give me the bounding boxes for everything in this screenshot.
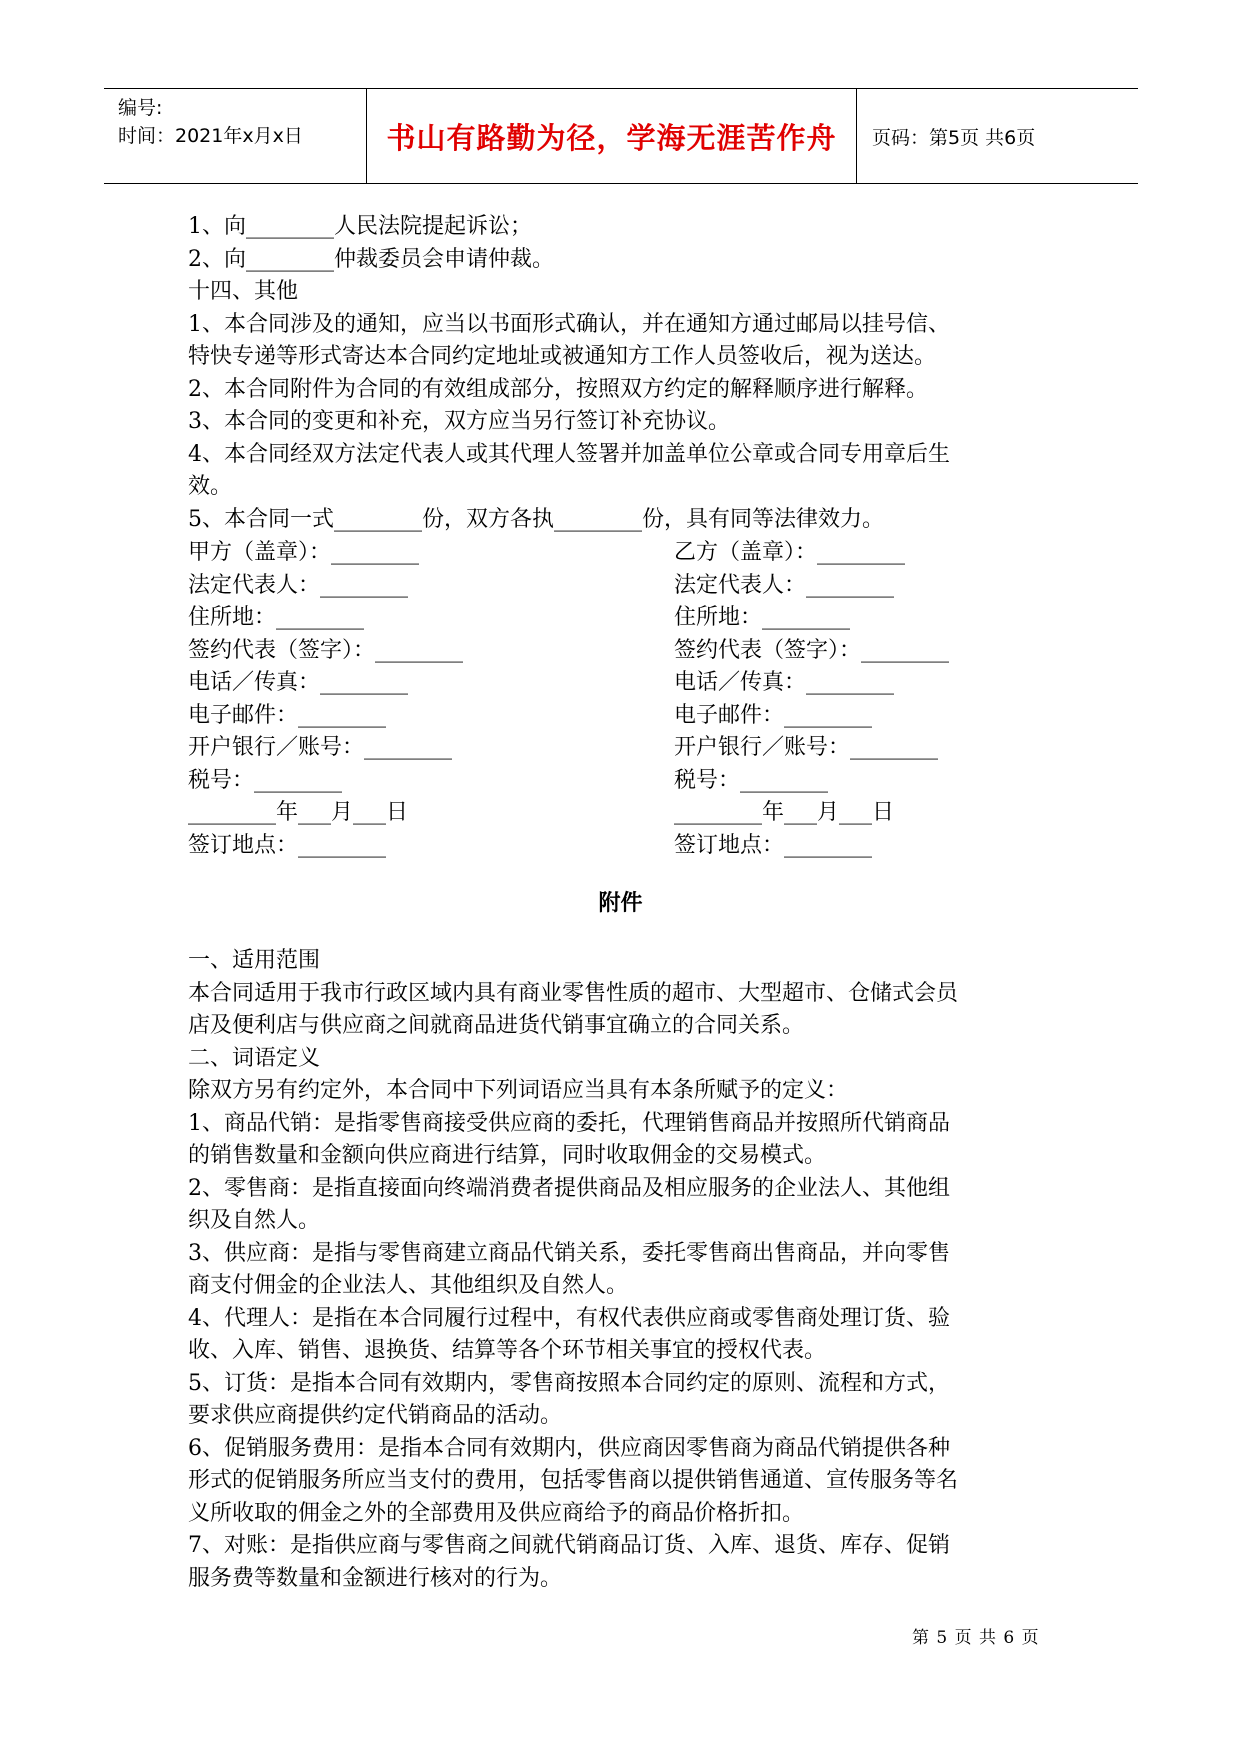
document-number-label: 编号: (118, 97, 163, 119)
text-line: 特快专递等形式寄达本合同约定地址或被通知方工作人员签收后，视为送达。 (188, 344, 937, 369)
sign-field: 住所地：________ (674, 605, 851, 630)
sign-field: 法定代表人：________ (674, 572, 895, 598)
text-line: 的销售数量和金额向供应商进行结算，同时收取佣金的交易模式。 (188, 1143, 827, 1168)
text-line: 2、向________仲裁委员会申请仲裁。 (188, 246, 554, 272)
contract-clauses (188, 211, 1058, 536)
text-line: 形式的促销服务所应当支付的费用，包括零售商以提供销售通道、宣传服务等名 (188, 1468, 959, 1493)
section-heading: 十四、其他 (188, 279, 299, 304)
sign-field: 税号：________ (674, 767, 829, 793)
text-line: 义所收取的佣金之外的全部费用及供应商给予的商品价格折扣。 (188, 1500, 805, 1526)
text-line: 4、代理人：是指在本合同履行过程中，有权代表供应商或零售商处理订货、验 (188, 1305, 950, 1331)
sign-field: 开户银行／账号：________ (674, 735, 939, 760)
section-heading: 一、适用范围 (188, 948, 321, 973)
header-motto-cell (366, 89, 857, 183)
text-line: 1、向________人民法院提起诉讼； (188, 214, 532, 239)
text-line: 1、本合同涉及的通知，应当以书面形式确认，并在通知方通过邮局以挂号信、 (188, 311, 950, 337)
page-header (104, 88, 1138, 184)
text-line: 收、入库、销售、退换货、结算等各个环节相关事宜的授权代表。 (188, 1338, 827, 1363)
sign-field: 电子邮件：________ (188, 702, 387, 728)
appendix-title: 附件 (598, 891, 643, 916)
text-line: 要求供应商提供约定代销商品的活动。 (188, 1403, 563, 1428)
sign-field: 签订地点：________ (188, 832, 387, 858)
sign-field: 法定代表人：________ (188, 572, 409, 598)
sign-field: 签约代表（签字）：________ (188, 637, 464, 663)
sign-field: 签订地点：________ (674, 832, 873, 858)
text-line: 除双方另有约定外，本合同中下列词语应当具有本条所赋予的定义： (188, 1078, 849, 1103)
text-line: 服务费等数量和金额进行核对的行为。 (188, 1565, 563, 1591)
text-line: 商支付佣金的企业法人、其他组织及自然人。 (188, 1273, 629, 1298)
sign-field: ________年___月___日 (188, 800, 409, 825)
text-line: 3、供应商：是指与零售商建立商品代销关系，委托零售商出售商品，并向零售 (188, 1240, 950, 1266)
text-line: 2、零售商：是指直接面向终端消费者提供商品及相应服务的企业法人、其他组 (188, 1175, 950, 1201)
text-line: 2、本合同附件为合同的有效组成部分，按照双方约定的解释顺序进行解释。 (188, 376, 928, 402)
sign-field: 电话／传真：________ (674, 670, 895, 695)
header-page-cell (856, 89, 1138, 183)
sign-field: 税号：________ (188, 767, 343, 793)
text-line: 织及自然人。 (188, 1208, 321, 1233)
sign-field: 开户银行／账号：________ (188, 735, 453, 760)
section-heading: 二、词语定义 (188, 1045, 321, 1071)
text-line: 店及便利店与供应商之间就商品进货代销事宜确立的合同关系。 (188, 1013, 805, 1038)
page-footer: 第 5 页 共 6 页 (912, 1628, 1040, 1648)
text-line: 本合同适用于我市行政区域内具有商业零售性质的超市、大型超市、仓储式会员 (188, 980, 959, 1006)
header-page-label: 页码：第5页 共6页 (872, 126, 1036, 149)
text-line: 5、订货：是指本合同有效期内，零售商按照本合同约定的原则、流程和方式， (188, 1370, 950, 1396)
document-time-label: 时间：2021年x月x日 (118, 125, 303, 147)
sign-field: 签约代表（签字）：________ (674, 637, 950, 663)
text-line: 3、本合同的变更和补充，双方应当另行签订补充协议。 (188, 409, 730, 434)
text-line: 7、对账：是指供应商与零售商之间就代销商品订货、入库、退货、库存、促销 (188, 1533, 950, 1558)
sign-field: ________年___月___日 (674, 800, 895, 825)
sign-field: 电子邮件：________ (674, 702, 873, 728)
sign-field: 电话／传真：________ (188, 670, 409, 695)
header-motto: 书山有路勤为径，学海无涯苦作舟 (386, 120, 837, 155)
sign-field: 乙方（盖章）：________ (674, 540, 906, 565)
sign-field: 甲方（盖章）：________ (188, 540, 420, 565)
text-line: 1、商品代销：是指零售商接受供应商的委托，代理销售商品并按照所代销商品 (188, 1110, 950, 1136)
text-line: 5、本合同一式________份，双方各执________份，具有同等法律效力。 (188, 506, 884, 532)
text-line: 6、促销服务费用：是指本合同有效期内，供应商因零售商为商品代销提供各种 (188, 1435, 950, 1461)
party-b-signature-block (674, 537, 949, 862)
appendix-text (188, 945, 1058, 1595)
text-line: 4、本合同经双方法定代表人或其代理人签署并加盖单位公章或合同专用章后生 (188, 441, 950, 467)
text-line: 效。 (188, 474, 233, 499)
sign-field: 住所地：________ (188, 605, 365, 630)
party-a-signature-block (188, 537, 463, 862)
header-left-cell (104, 89, 366, 183)
